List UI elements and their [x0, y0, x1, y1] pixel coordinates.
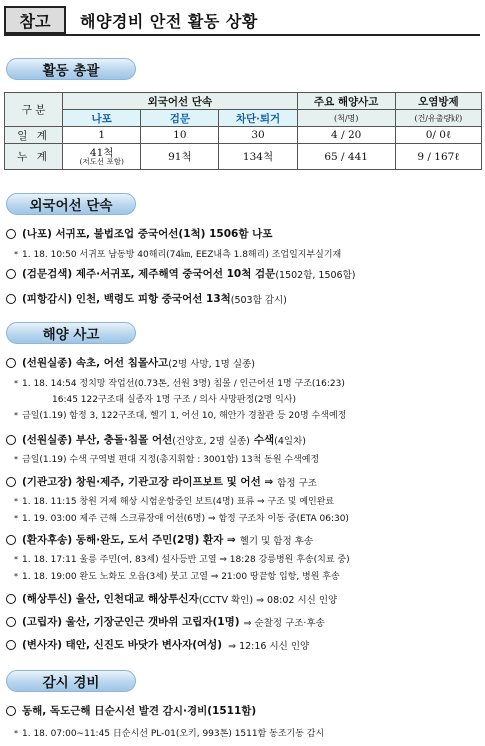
sub-line — [14, 247, 482, 260]
sub-line — [14, 726, 482, 739]
sub-line — [14, 511, 482, 524]
table-row — [5, 144, 482, 170]
bullet-icon — [6, 229, 16, 239]
item-text: (피항감시) 인천, 백령도 피항 중국어선 13척 — [22, 293, 231, 305]
item-text: (검문검색) 제주·서귀포, 제주해역 중국어선 10척 검문 — [22, 268, 276, 280]
sub-mark: * — [14, 572, 18, 581]
table-cell: 134척 — [219, 144, 297, 170]
capture-note: (저도선 포함) — [79, 156, 124, 166]
sub-mark: * — [14, 411, 18, 420]
sub-mark: * — [14, 497, 18, 506]
item-note: (1502함, 1506함) — [275, 269, 356, 281]
item-text: (변사자) 태안, 신진도 바닷가 변사자(여성) — [22, 639, 223, 651]
section-patrol-heading: 감시 경비 — [6, 670, 136, 692]
sub-text: 1. 18. 11:15 창원 거제 해상 시험운항중인 보트(4명) 표류 ⇒ 구조 및 예인완료 — [22, 497, 335, 507]
capture-total: 41척 — [89, 146, 114, 159]
list-item — [6, 226, 482, 241]
table-cell: 91척 — [141, 144, 219, 170]
sub-text: 금일(1.19) 수색 구역별 편대 지정(총지휘함 : 3001함) 13척 동원 수색예정 — [22, 455, 320, 465]
sub-line — [14, 408, 482, 421]
page-title: 해양경비 안전 활동 상황 — [80, 11, 258, 31]
list-item — [6, 614, 482, 629]
item-text: (나포) 서귀포, 불법조업 중국어선(1척) 1506함 나포 — [22, 228, 273, 240]
bullet-icon — [6, 640, 16, 650]
table-cell: 10 — [141, 127, 219, 144]
item-note: ⇒ 순찰정 구조·후송 — [243, 617, 325, 629]
sub-mark: * — [14, 379, 18, 388]
list-item — [6, 591, 482, 606]
sub-line — [14, 376, 482, 389]
sub-line — [14, 452, 482, 465]
item-text: (해상투신) 울산, 인천대교 해상투신자 — [22, 593, 199, 605]
table-row — [5, 127, 482, 144]
item-note: ⇒ 12:16 시신 인양 — [228, 640, 310, 652]
table-sub-capture: 나포 — [63, 110, 141, 127]
bullet-icon — [6, 617, 16, 627]
list-item — [6, 474, 482, 489]
table-col-label: 구 분 — [5, 93, 63, 127]
table-row-label: 누 계 — [5, 144, 63, 170]
item-text: (선원실종) 부산, 충돌·침몰 어선 — [22, 434, 173, 446]
table-foreign-header: 외국어선 단속 — [63, 93, 297, 110]
list-item — [6, 355, 482, 370]
sub-text: 금일(1.19) 함정 3, 122구조대, 헬기 1, 어선 10, 해안가 경찰관 등 20명 수색예정 — [22, 411, 347, 421]
sub-line — [14, 569, 482, 582]
table-row-label: 일 계 — [5, 127, 63, 144]
item-note: (503함 감시) — [230, 294, 287, 306]
item-note: (2명 사망, 1명 실종) — [168, 358, 255, 370]
list-item — [6, 291, 482, 306]
sub-mark: * — [14, 514, 18, 523]
bullet-icon — [6, 477, 16, 487]
bullet-icon — [6, 594, 16, 604]
table-cell: 0/ 0ℓ — [395, 127, 481, 144]
item-note: (건양호, 2명 실종) — [172, 435, 250, 447]
sub-mark: * — [14, 455, 18, 464]
table-cell — [63, 144, 141, 170]
section-summary-heading: 활동 총괄 — [6, 58, 136, 80]
sub-line — [14, 552, 482, 565]
item-text: (기관고장) 창원·제주, 기관고장 라이프보트 및 어선 ⇒ — [22, 476, 274, 488]
sub-text: 1. 18. 17:11 울릉 주민(여, 83세) 설사등반 고열 ⇒ 18:28 강릉병원 후송(치료 중) — [22, 555, 350, 565]
item-tail-note: (4일차) — [274, 435, 306, 447]
table-cell: 30 — [219, 127, 297, 144]
sub-mark: * — [14, 555, 18, 564]
summary-table — [4, 92, 482, 170]
section-accident-heading: 해양 사고 — [6, 322, 136, 344]
sub-text: 1. 18. 14:54 정치망 작업선(0.73톤, 선원 3명) 침몰 / 인근어선 1명 구조(16:23) — [22, 379, 345, 389]
table-cell: 65 / 441 — [297, 144, 395, 170]
item-text: (고립자) 울산, 기장군인근 갯바위 고립자(1명) — [22, 616, 240, 628]
item-text: 동해, 독도근해 日순시선 발견 감시·경비(1511함) — [22, 705, 257, 717]
sub-text: 1. 19. 03:00 제주 근해 스크류장애 어선(6명) ⇒ 함정 구조차 이동 중(ETA 06:30) — [22, 514, 349, 524]
title-bar — [4, 6, 480, 36]
sub-text: 1. 18. 10:50 서귀포 남동방 40해리(74㎞, EEZ내측 1.8해리) 조업일지부실기재 — [22, 250, 342, 260]
table-accident-unit: (척/명) — [297, 110, 395, 127]
table-pollution-unit: (건/유출량㎘) — [395, 110, 481, 127]
item-note: 헬기 및 함정 후송 — [239, 535, 314, 547]
sub-text: 1. 18. 07:00∼11:45 日순시선 PL-01(오키, 993톤) 1511함 동조기동 감시 — [22, 729, 325, 739]
item-note: (CCTV 확인) ⇒ 08:02 시신 인양 — [198, 594, 338, 606]
item-note: 함정 구조 — [277, 477, 317, 489]
list-item — [6, 637, 482, 652]
sub-text: 16:45 122구조대 실종자 1명 구조 / 의사 사망판정(2명 익사) — [52, 395, 297, 405]
item-text: (환자후송) 동해·완도, 도서 주민(2명) 환자 ⇒ — [22, 534, 236, 546]
bullet-icon — [6, 435, 16, 445]
sub-text: 1. 18. 19:00 완도 노화도 오읍(3세) 붓고 고열 ⇒ 21:00 땅끝항 입항, 병원 후송 — [22, 572, 340, 582]
sub-line — [52, 392, 485, 405]
bullet-icon — [6, 535, 16, 545]
list-item — [6, 266, 482, 281]
item-tail: 수색 — [253, 434, 275, 446]
bullet-icon — [6, 294, 16, 304]
table-sub-block: 차단·퇴거 — [219, 110, 297, 127]
title-tag: 참고 — [4, 6, 66, 34]
table-accident-header: 주요 해양사고 — [297, 93, 395, 110]
sub-mark: * — [14, 250, 18, 259]
table-sub-inspect: 검문 — [141, 110, 219, 127]
bullet-icon — [6, 269, 16, 279]
table-pollution-header: 오염방제 — [395, 93, 481, 110]
table-cell: 1 — [63, 127, 141, 144]
item-text: (선원실종) 속초, 어선 침몰사고 — [22, 357, 169, 369]
list-item — [6, 432, 482, 447]
sub-line — [14, 494, 482, 507]
table-cell: 4 / 20 — [297, 127, 395, 144]
bullet-icon — [6, 706, 16, 716]
bullet-icon — [6, 358, 16, 368]
list-item — [6, 703, 482, 718]
list-item — [6, 532, 482, 547]
table-cell: 9 / 167ℓ — [395, 144, 481, 170]
section-foreign-heading: 외국어선 단속 — [6, 193, 136, 215]
sub-mark: * — [14, 729, 18, 738]
